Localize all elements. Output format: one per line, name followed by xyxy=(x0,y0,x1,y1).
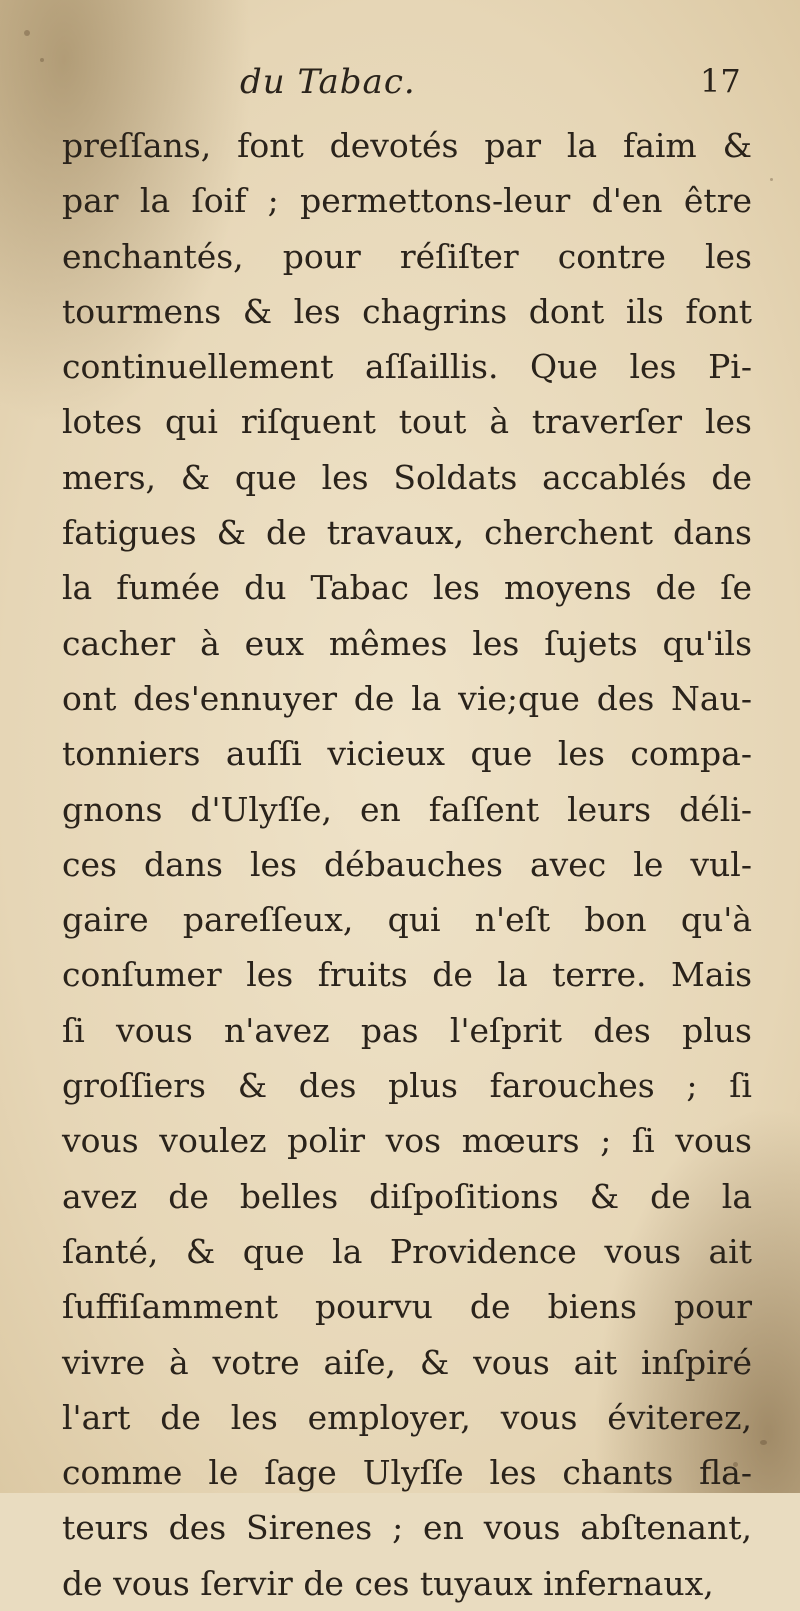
text-line: fatigues & de travaux, cherchent dans xyxy=(62,513,752,553)
text-line: preſſans, font devotés par la faim & xyxy=(62,126,752,165)
text-line: de vous ſervir de ces tuyaux infernaux, xyxy=(62,1563,714,1603)
text-line: l'art de les employer, vous éviterez, xyxy=(62,1397,752,1437)
text-line: ſi vous n'avez pas l'eſprit des plus xyxy=(62,1010,752,1050)
text-line: lotes qui riſquent tout à traverſer les xyxy=(62,402,752,442)
text-line: teurs des Sirenes ; en vous abſtenant, xyxy=(62,1508,752,1548)
text-line: gnons d'Ulyſſe, en faſſent leurs déli- xyxy=(62,789,752,829)
text-line: gaire pareſſeux, qui n'eſt bon qu'à xyxy=(62,900,752,940)
page-header xyxy=(0,62,800,106)
text-line: ſanté, & que la Providence vous ait xyxy=(62,1231,752,1271)
text-line: par la ſoif ; permettons-leur d'en être xyxy=(62,181,752,221)
text-line: ces dans les débauches avec le vul- xyxy=(62,844,752,884)
text-line: tourmens & les chagrins dont ils font xyxy=(62,291,752,331)
text-line: vous voulez polir vos mœurs ; ſi vous xyxy=(62,1121,752,1161)
paper-speck xyxy=(770,178,773,181)
text-line: comme le ſage Ulyſſe les chants fla- xyxy=(62,1453,752,1493)
text-line: groſſiers & des plus farouches ; ſi xyxy=(62,1066,752,1106)
text-line: tonniers auſſi vicieux que les compa- xyxy=(62,734,752,774)
paper-speck xyxy=(24,30,30,36)
text-line: vivre à votre aiſe, & vous ait inſpiré xyxy=(62,1342,752,1382)
text-line: mers, & que les Soldats accablés de xyxy=(62,457,752,497)
page-number: 17 xyxy=(700,62,741,100)
text-line: ont des'ennuyer de la vie;que des Nau- xyxy=(62,678,752,718)
text-line: avez de belles diſpoſitions & de la xyxy=(62,1176,752,1216)
body-text xyxy=(62,118,752,1611)
text-line: cacher à eux mêmes les ſujets qu'ils xyxy=(62,623,752,663)
text-line: la fumée du Tabac les moyens de ſe xyxy=(62,568,752,608)
paper-speck xyxy=(760,1440,767,1445)
text-line: conſumer les fruits de la terre. Mais xyxy=(62,955,752,995)
running-title: du Tabac. xyxy=(240,62,416,102)
text-line: ſuffiſamment pourvu de biens pour xyxy=(62,1287,752,1327)
text-line: continuellement aſſaillis. Que les Pi- xyxy=(62,347,752,387)
text-line: enchantés, pour réſiſter contre les xyxy=(62,236,752,276)
